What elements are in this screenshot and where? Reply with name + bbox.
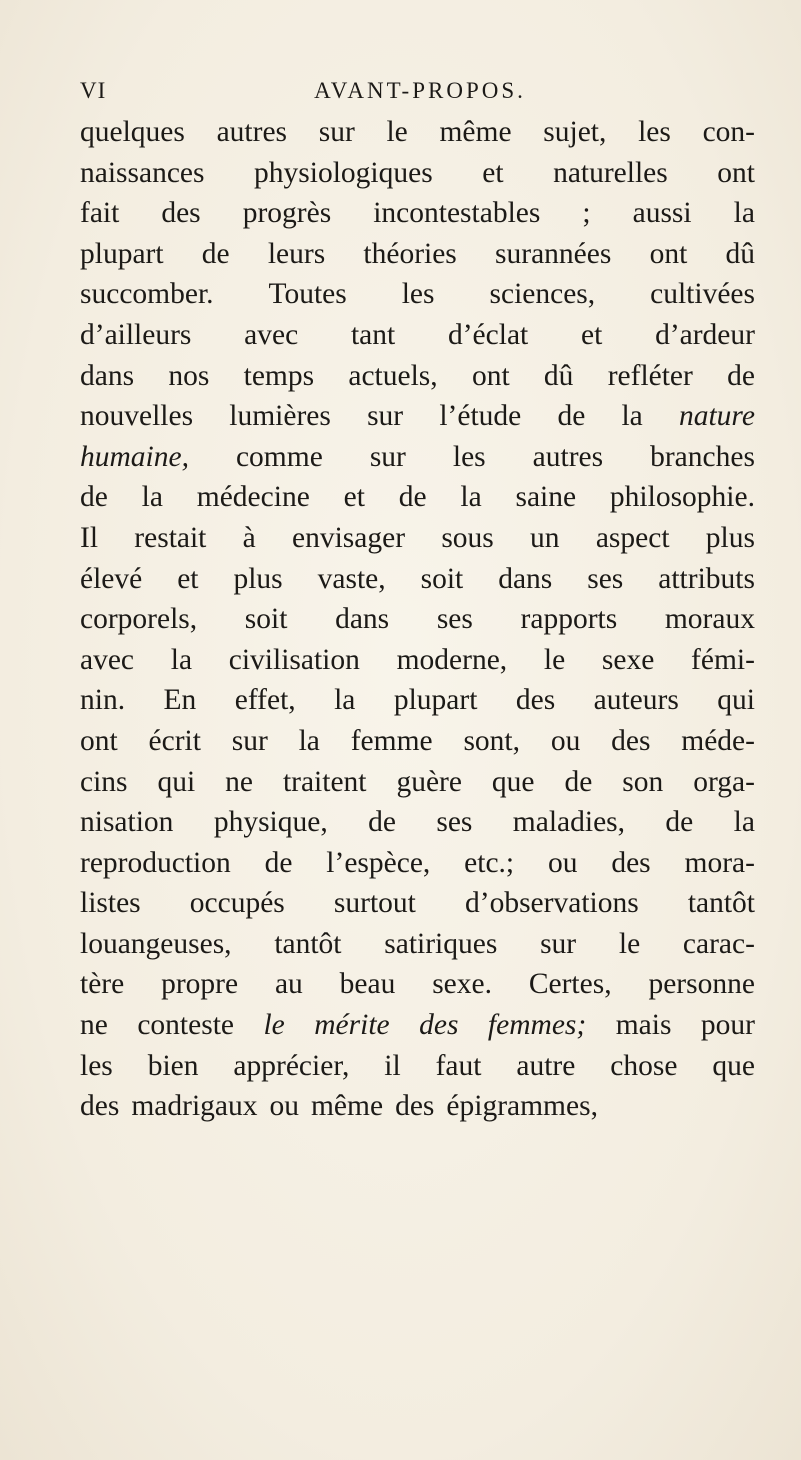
word: que	[491, 765, 535, 798]
word: cultivées	[650, 278, 755, 311]
word: au	[274, 968, 303, 1001]
text-line	[80, 680, 755, 721]
word: cins	[80, 765, 128, 798]
word: les	[452, 440, 486, 473]
word: d’éclat	[447, 318, 529, 351]
word: Toutes	[268, 278, 347, 311]
word: mora-	[684, 846, 755, 879]
word: ont	[717, 156, 755, 189]
word: leurs	[267, 237, 326, 270]
word: quelques	[80, 116, 185, 148]
word: plupart	[80, 237, 164, 270]
word: sur	[231, 724, 268, 757]
word: restait	[134, 521, 207, 554]
word: nature	[678, 400, 755, 433]
word: autres	[532, 440, 604, 473]
word: actuels,	[348, 359, 438, 392]
word: nos	[168, 359, 210, 392]
word: fait	[80, 197, 120, 230]
word: de	[264, 846, 293, 879]
text-line	[80, 964, 755, 1005]
text-line	[80, 843, 755, 884]
word: avec	[244, 318, 299, 351]
word: sujet,	[543, 116, 607, 148]
word: sur	[367, 400, 404, 433]
word: dans	[80, 359, 135, 392]
word: la	[733, 197, 755, 230]
word: etc.;	[464, 846, 515, 879]
body-text	[80, 112, 755, 1127]
word: listes	[80, 887, 141, 920]
word: sur	[318, 116, 355, 148]
word: ses	[436, 806, 473, 839]
word: sexe	[601, 643, 655, 676]
word: même	[310, 1090, 384, 1123]
word: louangeuses,	[80, 927, 232, 960]
text-line	[80, 1046, 755, 1087]
word: sciences,	[489, 278, 596, 311]
word: de	[727, 359, 755, 392]
word: élevé	[80, 562, 143, 595]
word: nin.	[80, 684, 126, 717]
word: occupés	[189, 887, 285, 920]
word: madrigaux	[131, 1090, 258, 1123]
word: plus	[233, 562, 283, 595]
word: dû	[725, 237, 755, 270]
word: moraux	[664, 603, 755, 636]
word: En	[163, 684, 197, 717]
word: soit	[420, 562, 464, 595]
word: Il	[80, 521, 99, 554]
word: sont,	[463, 724, 520, 757]
word: humaine,	[80, 440, 189, 473]
word: moderne,	[396, 643, 508, 676]
word: ;	[582, 197, 591, 230]
word: nouvelles	[80, 400, 194, 433]
word: des	[80, 1090, 120, 1123]
word: ses	[436, 603, 473, 636]
word: des	[611, 846, 651, 879]
word: beau	[339, 968, 396, 1001]
word: écrit	[148, 724, 201, 757]
word: de	[665, 806, 694, 839]
word: de	[564, 765, 593, 798]
word: épigrammes,	[446, 1090, 598, 1123]
running-title: AVANT-PROPOS.	[314, 78, 526, 103]
word: ses	[587, 562, 624, 595]
text-line	[80, 193, 755, 234]
word: incontestables	[373, 197, 541, 230]
word: tantôt	[274, 927, 342, 960]
word: autre	[516, 1049, 576, 1082]
text-line	[80, 274, 755, 315]
word: le	[618, 927, 641, 960]
word: la	[621, 400, 643, 433]
word: la	[170, 643, 193, 676]
text-line	[80, 153, 755, 194]
word: avec	[80, 643, 135, 676]
word: de	[368, 806, 396, 839]
word: propre	[161, 968, 239, 1001]
text-line	[80, 640, 755, 681]
word: aspect	[595, 521, 670, 554]
text-line	[80, 883, 755, 924]
text-line	[80, 802, 755, 843]
text-line	[80, 315, 755, 356]
word: vaste,	[317, 562, 386, 595]
word: d’ardeur	[655, 318, 755, 351]
text-line	[80, 721, 755, 762]
word: que	[712, 1049, 755, 1082]
word: et	[482, 156, 504, 189]
word: la	[733, 806, 755, 839]
word: personne	[648, 968, 755, 1001]
word: physiologiques	[254, 156, 433, 189]
text-line	[80, 112, 755, 153]
word: tant	[350, 318, 396, 351]
word: des	[515, 684, 556, 717]
word: Certes,	[528, 968, 612, 1001]
word: progrès	[242, 197, 332, 230]
word: plus	[705, 521, 755, 554]
word: il	[384, 1049, 401, 1082]
word: rapports	[520, 603, 618, 636]
word: qui	[717, 684, 755, 717]
word: la	[460, 481, 482, 514]
text-line	[80, 762, 755, 803]
word: ou	[269, 1090, 299, 1123]
text-line	[80, 356, 755, 397]
word: philosophie.	[609, 481, 755, 514]
word: méde-	[681, 724, 755, 757]
word: saine	[515, 481, 577, 514]
word: apprécier,	[233, 1049, 350, 1082]
word: maladies,	[512, 806, 626, 839]
word: envisager	[292, 521, 406, 554]
word: nisation	[80, 806, 174, 839]
word: d’observations	[465, 887, 639, 920]
text-line	[80, 1086, 755, 1127]
word: sous	[441, 521, 494, 554]
word: sexe.	[432, 968, 492, 1001]
word: traitent	[282, 765, 367, 798]
page-number: VI	[80, 78, 107, 103]
word: civilisation	[228, 643, 360, 676]
word: dans	[498, 562, 553, 595]
word: guère	[396, 765, 462, 798]
word: un	[530, 521, 560, 554]
word: bien	[147, 1049, 199, 1082]
word: l’espèce,	[326, 846, 431, 879]
word: ont	[80, 724, 118, 757]
word: les	[401, 278, 435, 311]
word: la	[141, 481, 163, 514]
word: de	[557, 400, 586, 433]
word: mais	[615, 1009, 672, 1042]
word: médecine	[196, 481, 310, 514]
word: à	[242, 521, 256, 554]
word: chose	[610, 1049, 678, 1082]
word: de	[80, 481, 108, 514]
word: naissances	[80, 156, 205, 189]
text-line	[80, 234, 755, 275]
word: le	[543, 643, 566, 676]
word: d’ailleurs	[80, 318, 192, 351]
word: plupart	[393, 684, 478, 717]
word: le	[263, 1009, 285, 1042]
word: corporels,	[80, 603, 198, 636]
word: carac-	[682, 927, 755, 960]
text-line	[80, 559, 755, 600]
word: attributs	[658, 562, 755, 595]
word: physique,	[213, 806, 328, 839]
word: temps	[243, 359, 315, 392]
word: fémi-	[691, 643, 755, 676]
word: pour	[700, 1009, 755, 1042]
word: le	[386, 116, 408, 148]
word: femmes;	[487, 1009, 587, 1042]
word: dû	[543, 359, 574, 392]
word: les	[80, 1049, 113, 1082]
word: les	[638, 116, 671, 148]
word: refléter	[607, 359, 693, 392]
word: ont	[649, 237, 688, 270]
word: naturelles	[553, 156, 668, 189]
word: faut	[435, 1049, 482, 1082]
word: ont	[471, 359, 510, 392]
word: lumières	[229, 400, 331, 433]
word: branches	[650, 440, 755, 473]
word: satiriques	[384, 927, 498, 960]
text-line	[80, 396, 755, 437]
word: femme	[350, 724, 433, 757]
running-head	[0, 78, 801, 108]
word: conteste	[137, 1009, 234, 1042]
word: mérite	[314, 1009, 390, 1042]
word: et	[177, 562, 199, 595]
word: soit	[244, 603, 288, 636]
word: surtout	[333, 887, 416, 920]
text-line	[80, 518, 755, 559]
word: de	[398, 481, 427, 514]
word: effet,	[234, 684, 296, 717]
word: des	[161, 197, 201, 230]
word: et	[581, 318, 603, 351]
word: la	[298, 724, 320, 757]
word: et	[343, 481, 365, 514]
word: tère	[80, 968, 125, 1001]
word: ne	[80, 1009, 108, 1042]
word: de	[201, 237, 230, 270]
word: sur	[369, 440, 406, 473]
word: des	[419, 1009, 459, 1042]
text-line	[80, 477, 755, 518]
word: aussi	[632, 197, 692, 230]
word: ou	[547, 846, 578, 879]
word: son	[622, 765, 664, 798]
word: la	[334, 684, 356, 717]
word: autres	[216, 116, 288, 148]
word: con-	[702, 116, 755, 148]
word: reproduction	[80, 846, 231, 879]
word: sur	[540, 927, 577, 960]
word: des	[611, 724, 651, 757]
word: des	[395, 1090, 435, 1123]
word: qui	[157, 765, 196, 798]
word: succomber.	[80, 278, 214, 311]
word: ou	[550, 724, 581, 757]
word: l’étude	[439, 400, 522, 433]
word: dans	[335, 603, 390, 636]
word: même	[439, 116, 512, 148]
text-line	[80, 924, 755, 965]
word: ne	[225, 765, 253, 798]
text-line	[80, 1005, 755, 1046]
word: auteurs	[593, 684, 679, 717]
word: tantôt	[687, 887, 755, 920]
text-line	[80, 437, 755, 478]
word: surannées	[495, 237, 612, 270]
text-line	[80, 599, 755, 640]
word: théories	[363, 237, 457, 270]
word: comme	[235, 440, 323, 473]
word: orga-	[693, 765, 755, 798]
